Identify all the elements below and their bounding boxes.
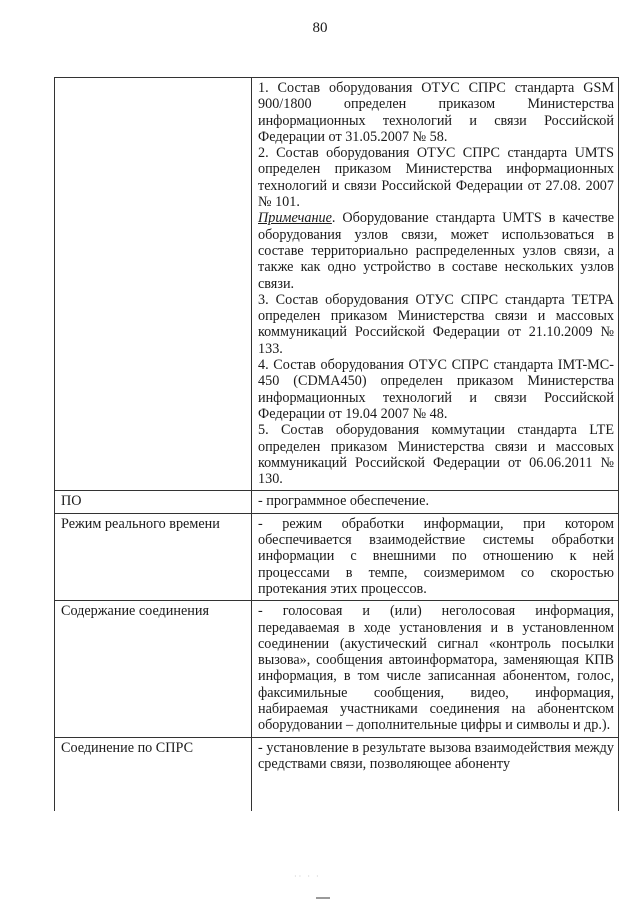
table-row — [55, 513, 619, 600]
definition-cell — [252, 513, 619, 600]
definition-paragraph: - установление в результате вызова взаимодействия между средствами связи, позволяющее абоненту — [258, 739, 614, 772]
scan-artifact — [316, 897, 330, 899]
table-row — [55, 601, 619, 737]
term-cell — [55, 78, 252, 491]
definition-paragraph: 5. Состав оборудования коммутации стандарта LTE определен приказом Министерства связи и массовых коммуникаций Российской Федерации от 06.06.2011 № 130. — [258, 422, 614, 488]
definition-paragraph: - программное обеспечение. — [258, 493, 429, 510]
definition-paragraph: - голосовая и (или) неголосовая информация, передаваемая в ходе установления и в установленном соединении (акустический сигнал «контроль посылки вызова», сообщения автоинформатора, заменяющая КПВ информация, в том числе записанная абонентом, голос, факсимильные сообщения, видео, информация, набираемая участниками соединения на абонентском оборудовании – дополнительные цифры и символы и др.). — [258, 603, 614, 734]
definition-cell — [252, 601, 619, 737]
definition-paragraph: 4. Состав оборудования ОТУС СПРС стандарта IMT-MC-450 (CDMA450) определен приказом Министерства информационных технологий и связи Российской Федерации от 19.04 2007 № 48. — [258, 357, 614, 422]
note-label: Примечание — [258, 210, 332, 227]
term-cell: ПО — [55, 491, 252, 513]
definition-paragraph: 1. Состав оборудования ОТУС СПРС стандарта GSM 900/1800 определен приказом Министерства информационных технологий и связи Российской Федерации от 31.05.2007 № 58. — [258, 80, 614, 145]
scan-artifact: ·· · · — [294, 872, 321, 881]
table-row — [55, 491, 619, 513]
definitions-table — [54, 77, 619, 811]
definition-paragraph: 2. Состав оборудования ОТУС СПРС стандарта UMTS определен приказом Министерства информационных технологий и связи Российской Федерации от 27.08. 2007 № 101. — [258, 145, 614, 211]
definition-cell — [252, 78, 619, 491]
definition-paragraph: 3. Состав оборудования ОТУС СПРС стандарта ТЕТРА определен приказом Министерства связи и массовых коммуникаций Российской Федерации от 21.10.2009 № 133. — [258, 291, 614, 357]
table-row — [55, 737, 619, 811]
note-text: . Оборудование стандарта UMTS в качестве оборудования узлов связи, может использоваться в составе территориально распределенных узлов связи, а также как одно устройство в составе нескольких узлов связи. — [258, 210, 614, 292]
term-cell: Режим реального времени — [55, 513, 252, 600]
term-cell: Содержание соединения — [55, 601, 252, 737]
term-cell: Соединение по СПРС — [55, 737, 252, 811]
definition-paragraph: - режим обработки информации, при котором обеспечивается взаимодействие системы обработки информации с внешними по отношению к ней процессами в темпе, соизмеримом со скоростью протекания этих процессов. — [258, 515, 614, 597]
definition-cell — [252, 737, 619, 811]
definition-cell — [252, 491, 619, 513]
table-row — [55, 78, 619, 491]
definition-paragraph — [258, 210, 614, 291]
page-number: 80 — [312, 20, 328, 36]
